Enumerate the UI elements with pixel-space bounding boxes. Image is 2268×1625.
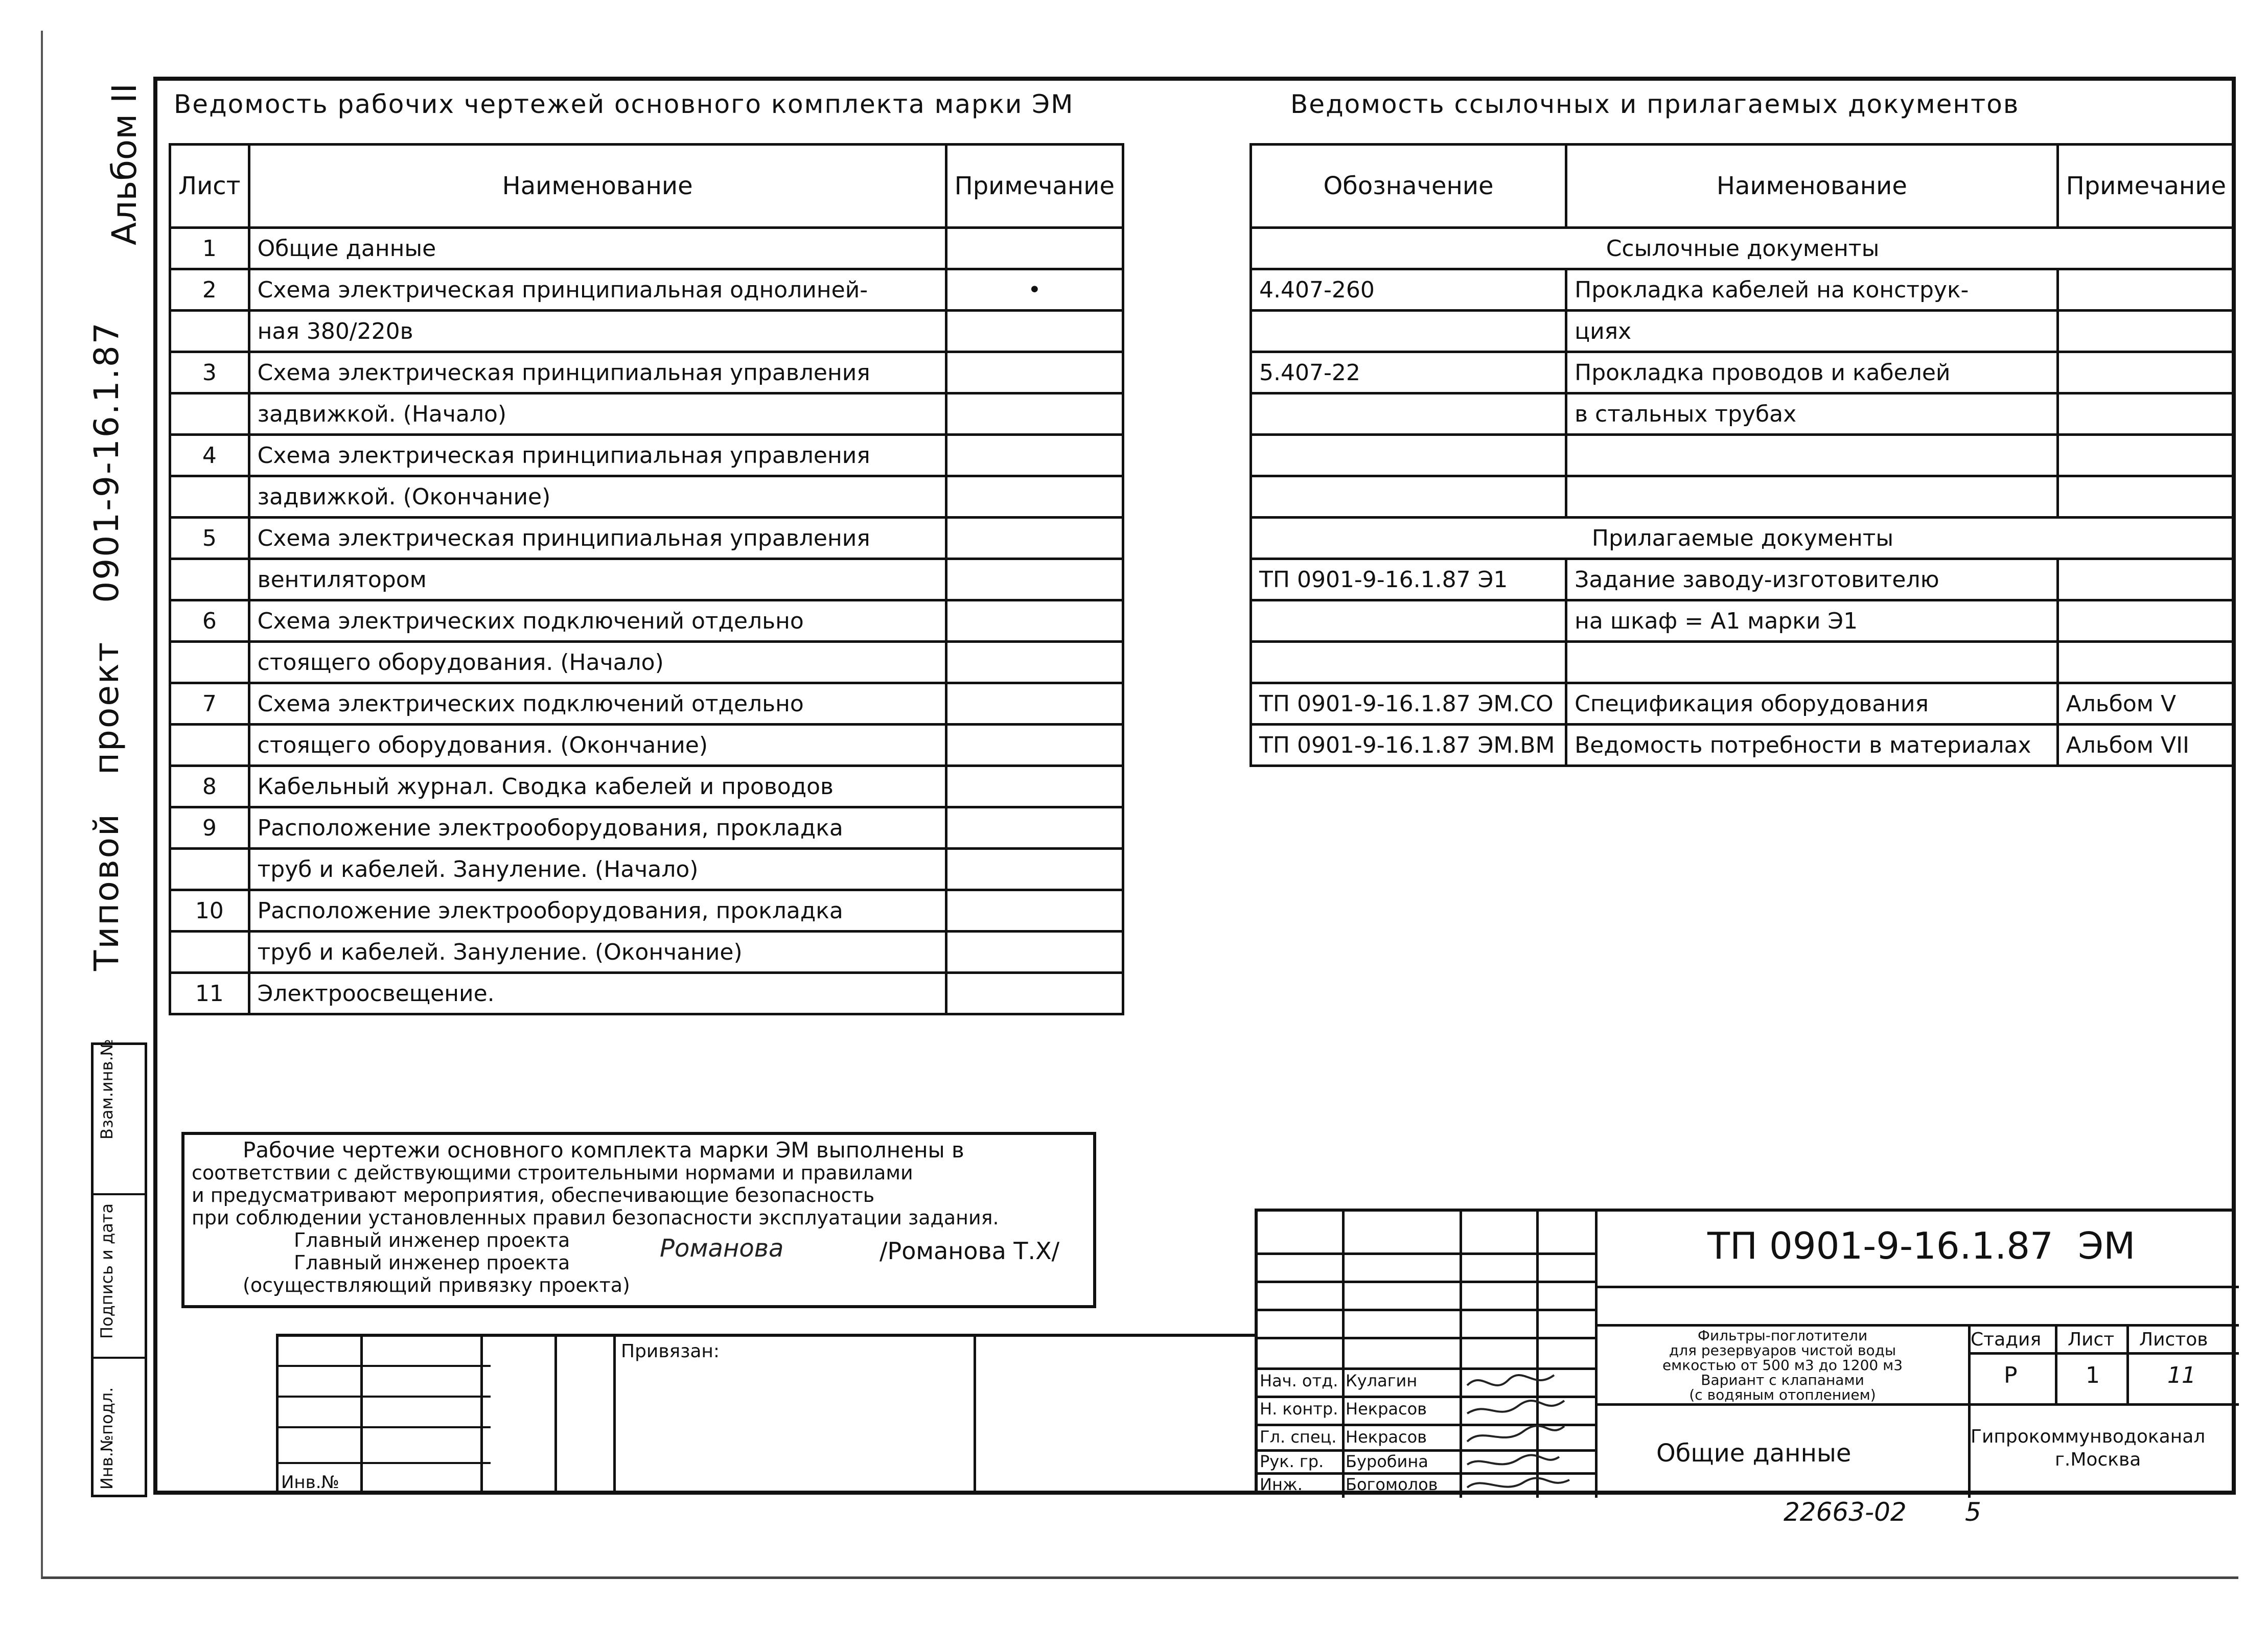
sheet-name-cell: Схема электрических подключений отдельно — [249, 683, 946, 725]
col-header-note: Примечание — [2057, 145, 2234, 228]
note-line: Главный инженер проекта — [294, 1229, 570, 1251]
table-row — [170, 807, 1123, 849]
table-row — [170, 683, 1123, 725]
references-table — [1249, 143, 2236, 767]
note-line: при соблюдении установленных правил безопасности эксплуатации задания. — [192, 1206, 999, 1229]
table-row — [1251, 683, 2235, 725]
doc-note-cell — [2057, 393, 2234, 435]
doc-name-cell — [1566, 435, 2057, 476]
grid-line — [554, 1337, 557, 1495]
sheet-number-cell — [170, 849, 249, 890]
table-row — [170, 393, 1123, 435]
doc-note-cell — [2057, 559, 2234, 600]
sheet-number-cell: 9 — [170, 807, 249, 849]
stamp-line — [1258, 1337, 1598, 1339]
table-header-row — [1251, 145, 2235, 228]
doc-name-cell: Спецификация оборудования — [1566, 683, 2057, 725]
sheet-name-cell: задвижкой. (Окончание) — [249, 476, 946, 518]
role-person: Богомолов — [1346, 1475, 1438, 1494]
sheet-name-cell: Расположение электрооборудования, прокладка — [249, 890, 946, 932]
table-row — [1251, 642, 2235, 683]
doc-name-cell: Прокладка кабелей на конструк- — [1566, 269, 2057, 311]
section-title: Прилагаемые документы — [1251, 518, 2235, 559]
table-row — [170, 352, 1123, 393]
sheet-name-cell: труб и кабелей. Зануление. (Окончание) — [249, 932, 946, 973]
role-label: Н. контр. — [1260, 1399, 1338, 1419]
grid-line — [613, 1337, 616, 1495]
grid-line — [276, 1396, 491, 1398]
table-row — [170, 766, 1123, 807]
side-project-title — [87, 295, 126, 971]
stamp-line — [1258, 1309, 1598, 1311]
grid-line — [276, 1365, 491, 1367]
grid-line — [360, 1337, 363, 1495]
table-row — [1251, 311, 2235, 352]
stamp-doc-code: ТП 0901-9-16.1.87 — [1707, 1224, 2053, 1267]
sheet-name-cell: ная 380/220в — [249, 311, 946, 352]
org-city: г.Москва — [2055, 1449, 2141, 1470]
doc-code-cell — [1251, 476, 1566, 518]
stage-value: Р — [2004, 1362, 2018, 1388]
sheet-name-cell: Расположение электрооборудования, прокладка — [249, 807, 946, 849]
sheet-note-cell — [946, 725, 1123, 766]
section-title: Ссылочные документы — [1251, 228, 2235, 269]
note-line: соответствии с действующими строительными нормами и правилами — [192, 1162, 913, 1184]
role-person: Некрасов — [1346, 1399, 1427, 1419]
sheet-number-cell: 2 — [170, 269, 249, 311]
object-line: (с водяным отоплением) — [1689, 1386, 1876, 1403]
sheet-name-cell: Схема электрическая принципиальная управления — [249, 435, 946, 476]
doc-code-cell — [1251, 600, 1566, 642]
podpis-data-label: Подпись и дата — [97, 1203, 117, 1339]
doc-name-cell: Ведомость потребности в материалах — [1566, 725, 2057, 766]
drawings-list-table — [169, 143, 1124, 1015]
doc-note-cell — [2057, 600, 2234, 642]
side-cell-divider — [94, 1357, 145, 1359]
sheet-name-cell: Схема электрическая принципиальная управления — [249, 352, 946, 393]
stamp-mark: ЭМ — [2078, 1224, 2136, 1267]
privyazan-label: Привязан: — [621, 1341, 720, 1362]
sheet-number-cell — [170, 725, 249, 766]
chief-engineer-name: /Романова Т.Х/ — [880, 1237, 1060, 1265]
grid-line — [480, 1337, 483, 1495]
binding-grid — [276, 1334, 1257, 1495]
sheet-name-cell: стоящего оборудования. (Начало) — [249, 642, 946, 683]
note-line: (осуществляющий привязку проекта) — [243, 1274, 630, 1296]
stamp-line — [1598, 1403, 2239, 1406]
doc-name-cell: на шкаф = А1 марки Э1 — [1566, 600, 2057, 642]
section-row — [1251, 228, 2235, 269]
doc-name-cell: Прокладка проводов и кабелей — [1566, 352, 2057, 393]
table-row — [1251, 725, 2235, 766]
right-table-title: Ведомость ссылочных и прилагаемых документов — [1290, 89, 2020, 119]
sheet-note-cell — [946, 393, 1123, 435]
doc-name-cell — [1566, 642, 2057, 683]
role-label: Рук. гр. — [1260, 1452, 1324, 1471]
table-row — [170, 228, 1123, 269]
table-row — [170, 518, 1123, 559]
sheet-number-cell — [170, 311, 249, 352]
sheet-note-cell — [946, 890, 1123, 932]
sheet-name-cell: Общие данные — [249, 228, 946, 269]
doc-note-cell: Альбом VII — [2057, 725, 2234, 766]
compliance-note — [181, 1132, 1096, 1308]
object-line: Фильтры-поглотители — [1697, 1327, 1868, 1344]
sheet-name-cell: Схема электрических подключений отдельно — [249, 600, 946, 642]
grid-line — [276, 1337, 279, 1495]
object-line: для резервуаров чистой воды — [1669, 1342, 1896, 1359]
sheet-name-cell: труб и кабелей. Зануление. (Начало) — [249, 849, 946, 890]
section-row — [1251, 518, 2235, 559]
sheet-note-cell — [946, 849, 1123, 890]
stamp-line — [1968, 1324, 1971, 1498]
lists-value: 11 — [2167, 1362, 2196, 1388]
list-value: 1 — [2086, 1362, 2100, 1388]
sheet-number-cell — [170, 559, 249, 600]
table-row — [170, 435, 1123, 476]
note-line: Рабочие чертежи основного комплекта марки ЭМ выполнены в — [243, 1138, 964, 1163]
sheet-number-cell: 6 — [170, 600, 249, 642]
sheet-note-cell — [946, 476, 1123, 518]
stage-header: Стадия — [1971, 1329, 2042, 1350]
table-row — [170, 311, 1123, 352]
sheet-note-cell — [946, 559, 1123, 600]
sheet-name-cell: задвижкой. (Начало) — [249, 393, 946, 435]
table-row — [170, 476, 1123, 518]
org-name: Гипрокоммунводоканал — [1971, 1426, 2206, 1447]
role-label: Инж. — [1260, 1475, 1303, 1494]
table-row — [170, 642, 1123, 683]
sheet-number-cell — [170, 476, 249, 518]
table-row — [170, 890, 1123, 932]
doc-note-cell — [2057, 476, 2234, 518]
sheet-name-cell: Схема электрическая принципиальная управления — [249, 518, 946, 559]
table-row — [1251, 435, 2235, 476]
doc-code-cell — [1251, 393, 1566, 435]
table-row — [1251, 269, 2235, 311]
doc-name-cell: циях — [1566, 311, 2057, 352]
table-row — [170, 932, 1123, 973]
side-album: Альбом II — [105, 83, 144, 245]
role-person: Кулагин — [1346, 1371, 1418, 1390]
doc-code-cell: ТП 0901-9-16.1.87 ЭМ.ВМ — [1251, 725, 1566, 766]
table-row — [170, 269, 1123, 311]
doc-code-cell — [1251, 311, 1566, 352]
doc-note-cell: Альбом V — [2057, 683, 2234, 725]
sheet-name-cell: Кабельный журнал. Сводка кабелей и проводов — [249, 766, 946, 807]
project-label: проект — [87, 640, 126, 775]
object-line: Вариант с клапанами — [1701, 1372, 1864, 1388]
stamp-line — [1258, 1281, 1598, 1283]
table-row — [1251, 393, 2235, 435]
sheet-number-cell: 7 — [170, 683, 249, 725]
table-row — [1251, 559, 2235, 600]
role-person: Некрасов — [1346, 1427, 1427, 1447]
table-row — [170, 973, 1123, 1014]
sheet-note-cell — [946, 807, 1123, 849]
doc-code-cell: ТП 0901-9-16.1.87 ЭМ.СО — [1251, 683, 1566, 725]
table-row — [1251, 600, 2235, 642]
stamp-line — [1258, 1252, 1598, 1255]
sheet-note-cell — [946, 352, 1123, 393]
stamp-line — [2055, 1324, 2057, 1403]
grid-line — [974, 1337, 976, 1495]
doc-note-cell — [2057, 311, 2234, 352]
object-line: емкостью от 500 м3 до 1200 м3 — [1662, 1357, 1903, 1374]
note-line: и предусматривают мероприятия, обеспечивающие безопасность — [192, 1184, 875, 1206]
sheet-name-cell: вентилятором — [249, 559, 946, 600]
sheet-name-cell: Схема электрическая принципиальная однолиней- — [249, 269, 946, 311]
sheet-note-cell — [946, 766, 1123, 807]
table-row — [1251, 352, 2235, 393]
table-row — [170, 849, 1123, 890]
role-label: Гл. спец. — [1260, 1427, 1337, 1447]
sheet-number-cell: 5 — [170, 518, 249, 559]
sheet-number-cell: 1 — [170, 228, 249, 269]
table-header-row — [170, 145, 1123, 228]
sheet-number-cell: 3 — [170, 352, 249, 393]
sheet-name-cell: стоящего оборудования. (Окончание) — [249, 725, 946, 766]
side-cell-divider — [94, 1193, 145, 1195]
lists-header: Листов — [2139, 1329, 2208, 1350]
table-row — [170, 559, 1123, 600]
col-header-note: Примечание — [946, 145, 1123, 228]
sheet-note-cell — [946, 518, 1123, 559]
sheet-number-cell — [170, 932, 249, 973]
sheet-note-cell — [946, 932, 1123, 973]
doc-code-cell: 4.407-260 — [1251, 269, 1566, 311]
doc-code-cell: 5.407-22 — [1251, 352, 1566, 393]
doc-code-cell — [1251, 435, 1566, 476]
sheet-note-cell — [946, 600, 1123, 642]
role-person: Буробина — [1346, 1452, 1428, 1471]
doc-name-cell — [1566, 476, 2057, 518]
title-block — [1255, 1209, 2236, 1495]
doc-note-cell — [2057, 642, 2234, 683]
sheet-number-cell: 8 — [170, 766, 249, 807]
table-row — [1251, 476, 2235, 518]
stamp-line — [1598, 1286, 2239, 1288]
doc-name-cell: Задание заводу-изготовителю — [1566, 559, 2057, 600]
archive-number: 22663-02 — [1784, 1497, 1907, 1527]
chief-engineer-signature: Романова — [660, 1234, 784, 1263]
sheet-note-cell — [946, 683, 1123, 725]
inv-label: Инв.№ — [281, 1472, 339, 1493]
list-header: Лист — [2068, 1329, 2115, 1350]
doc-note-cell — [2057, 352, 2234, 393]
vzam-inv-label: Взам.инв.№ — [97, 1039, 117, 1140]
grid-line — [276, 1462, 491, 1464]
doc-note-cell — [2057, 435, 2234, 476]
grid-line — [276, 1426, 491, 1428]
stamp-line — [2126, 1324, 2129, 1403]
object-name — [1601, 1328, 1964, 1402]
sheet-number-cell — [170, 393, 249, 435]
table-row — [170, 725, 1123, 766]
note-line: Главный инженер проекта — [294, 1251, 570, 1274]
sheet-number-cell — [170, 642, 249, 683]
col-header-code: Обозначение — [1251, 145, 1566, 228]
left-table-title: Ведомость рабочих чертежей основного комплекта марки ЭМ — [174, 89, 1074, 119]
page-number: 5 — [1965, 1497, 1981, 1527]
sheet-note-cell — [946, 311, 1123, 352]
stamp-line — [1968, 1352, 2239, 1355]
sheet-title: Общие данные — [1656, 1439, 1852, 1468]
sheet-note-cell — [946, 435, 1123, 476]
doc-code-cell — [1251, 642, 1566, 683]
doc-note-cell — [2057, 269, 2234, 311]
col-header-name: Наименование — [1566, 145, 2057, 228]
doc-code-cell: ТП 0901-9-16.1.87 Э1 — [1251, 559, 1566, 600]
sheet-note-cell — [946, 642, 1123, 683]
inv-podl-label: Инв.№подл. — [97, 1387, 117, 1490]
sheet-number-cell: 10 — [170, 890, 249, 932]
sheet-note-cell — [946, 973, 1123, 1014]
sheet-number-cell: 11 — [170, 973, 249, 1014]
sheet-number-cell: 4 — [170, 435, 249, 476]
sheet-note-cell — [946, 228, 1123, 269]
project-code: 0901-9-16.1.87 — [87, 321, 126, 603]
col-header-name: Наименование — [249, 145, 946, 228]
project-type: Типовой — [87, 813, 126, 971]
signatures-scribble — [1462, 1365, 1590, 1498]
sheet-note-cell: • — [946, 269, 1123, 311]
role-label: Нач. отд. — [1260, 1371, 1338, 1390]
table-row — [170, 600, 1123, 642]
sheet-name-cell: Электроосвещение. — [249, 973, 946, 1014]
doc-name-cell: в стальных трубах — [1566, 393, 2057, 435]
stamp-line — [1598, 1324, 2239, 1327]
col-header-sheet: Лист — [170, 145, 249, 228]
